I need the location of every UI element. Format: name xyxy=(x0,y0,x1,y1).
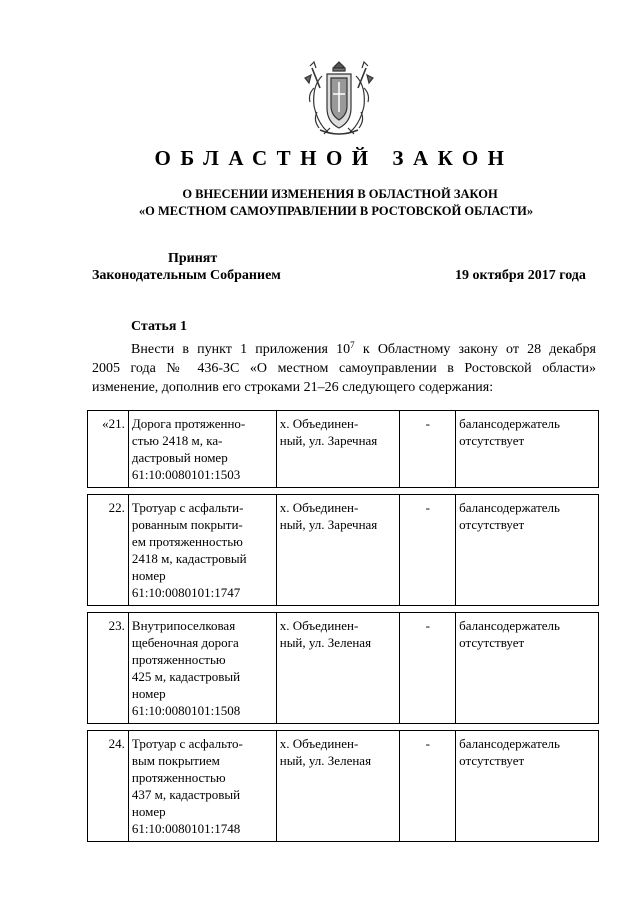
object-name: Дорога протяженно- стью 2418 м, ка- дастровый номер 61:10:0080101:1503 xyxy=(128,411,276,488)
row-number: 23. xyxy=(88,613,129,724)
object-owner: - xyxy=(400,495,456,606)
article-heading: Статья 1 xyxy=(131,319,187,334)
table-row xyxy=(88,731,599,842)
balance-holder: балансодержатель отсутствует xyxy=(456,731,599,842)
table-row xyxy=(88,613,599,724)
row-number: 24. xyxy=(88,731,129,842)
object-name: Внутрипоселковая щебеночная дорога протяженностью 425 м, кадастровый номер 61:10:0080101:1508 xyxy=(128,613,276,724)
object-name: Тротуар с асфальти- рованным покрыти- ем протяженностью 2418 м, кадастровый номер 61:10:0080101:1747 xyxy=(128,495,276,606)
object-owner: - xyxy=(400,731,456,842)
article-intro-paragraph xyxy=(92,340,596,397)
object-owner: - xyxy=(400,411,456,488)
object-address: х. Объединен- ный, ул. Заречная xyxy=(276,411,400,488)
document-title: ОБЛАСТНОЙ ЗАКОН xyxy=(154,146,514,170)
object-address: х. Объединен- ный, ул. Зеленая xyxy=(276,613,400,724)
table-row xyxy=(88,411,599,488)
object-name: Тротуар с асфальто- вым покрытием протяженностью 437 м, кадастровый номер 61:10:0080101:1748 xyxy=(128,731,276,842)
adopted-label: Принят xyxy=(168,251,218,266)
object-address: х. Объединен- ный, ул. Заречная xyxy=(276,495,400,606)
document-subtitle-line1: О ВНЕСЕНИИ ИЗМЕНЕНИЯ В ОБЛАСТНОЙ ЗАКОН xyxy=(182,187,498,201)
adopted-date: 19 октября 2017 года xyxy=(455,268,586,283)
document-subtitle-line2: «О МЕСТНОМ САМОУПРАВЛЕНИИ В РОСТОВСКОЙ ОБЛАСТИ» xyxy=(138,204,534,218)
row-number: 22. xyxy=(88,495,129,606)
intro-line-3: изменение, дополнив его строками 21–26 следующего содержания: xyxy=(92,380,494,395)
table-row xyxy=(88,495,599,606)
balance-holder: балансодержатель отсутствует xyxy=(456,613,599,724)
superscript: 7 xyxy=(350,340,355,350)
amendment-table xyxy=(87,410,599,842)
coat-of-arms-emblem xyxy=(300,58,378,140)
intro-line-2: 2005 года № 436-ЗС «О местном самоуправлении в Ростовской области» xyxy=(92,361,596,376)
balance-holder: балансодержатель отсутствует xyxy=(456,495,599,606)
row-separator xyxy=(88,724,599,731)
object-owner: - xyxy=(400,613,456,724)
balance-holder: балансодержатель отсутствует xyxy=(456,411,599,488)
object-address: х. Объединен- ный, ул. Зеленая xyxy=(276,731,400,842)
row-separator xyxy=(88,606,599,613)
row-separator xyxy=(88,488,599,495)
row-number: «21. xyxy=(88,411,129,488)
adopted-by-label: Законодательным Собранием xyxy=(92,268,281,283)
intro-line-1: Внести в пункт 1 приложения $10^7$ к Областному закону от 28 декабря xyxy=(131,340,596,357)
